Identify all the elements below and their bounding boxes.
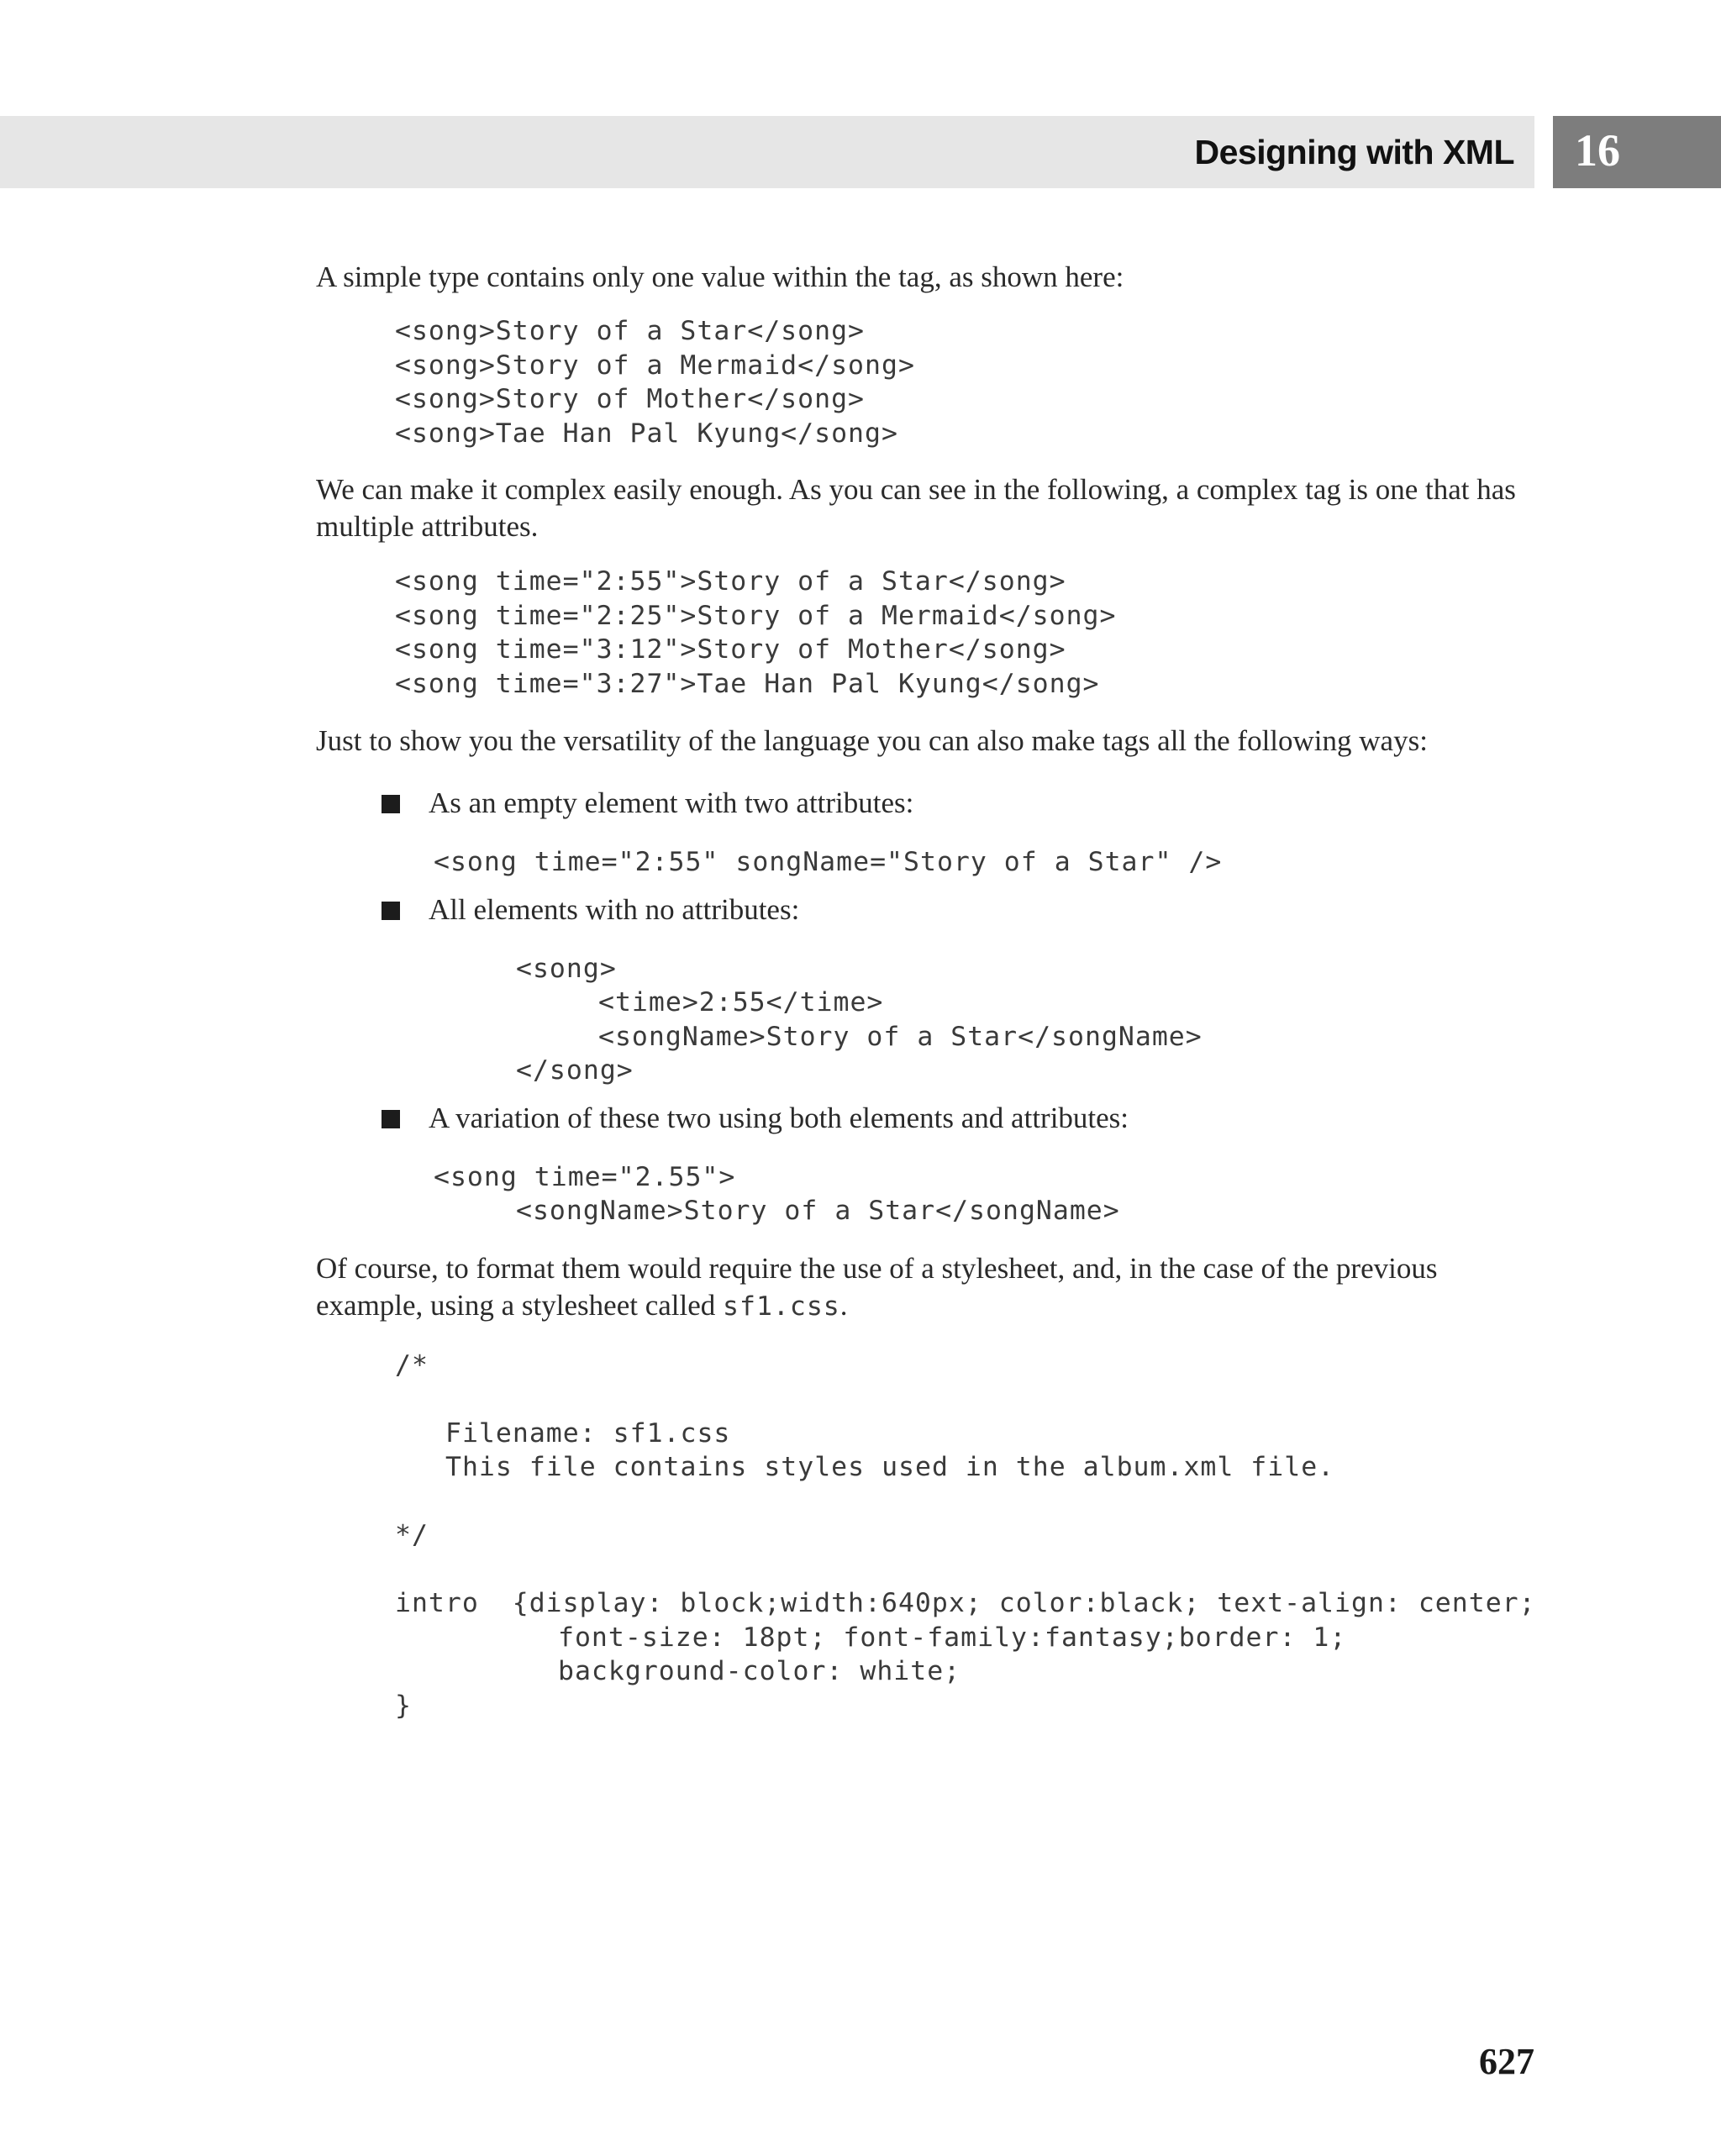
code-line: <song>Story of a Star</song>	[395, 316, 866, 346]
code-line: font-size: 18pt; font-family:fantasy;border: 1;	[558, 1622, 1347, 1653]
code-line: <song>	[516, 953, 617, 984]
code-line: <song>Story of a Mermaid</song>	[395, 350, 915, 381]
code-block-css	[395, 1349, 1534, 1723]
code-block-complex	[395, 565, 1534, 701]
bullet-item	[382, 1100, 1534, 1137]
bullet-text: A variation of these two using both elements and attributes:	[429, 1101, 1129, 1134]
code-line: <songName>Story of a Star</songName>	[598, 1021, 1203, 1052]
bullet-item	[382, 891, 1534, 928]
paragraph-stylesheet	[316, 1250, 1534, 1325]
paragraph-versatility: Just to show you the versatility of the language you can also make tags all the following ways:	[316, 724, 1428, 757]
code-line: Filename: sf1.css	[445, 1417, 731, 1449]
bullet-code-block	[434, 845, 1534, 880]
bullet-square-icon	[382, 902, 400, 920]
code-line: }	[395, 1690, 412, 1721]
inline-code-filename: sf1.css	[723, 1291, 840, 1322]
code-line: */	[395, 1520, 429, 1550]
code-line: <song>Tae Han Pal Kyung</song>	[395, 418, 898, 449]
code-line: <time>2:55</time>	[598, 987, 884, 1018]
bullet-item	[382, 785, 1534, 822]
code-blank-line	[395, 1553, 1534, 1587]
code-line: intro {display: block;width:640px; color:black; text-align: center;	[395, 1588, 1536, 1618]
bullet-square-icon	[382, 795, 400, 813]
code-line: <song time="2.55">	[434, 1161, 736, 1192]
code-line: <song time="3:12">Story of Mother</song>	[395, 634, 1066, 665]
bullet-text: As an empty element with two attributes:	[429, 786, 914, 819]
paragraph-text: Of course, to format them would require the use of a stylesheet, and, in the case of the previous example, using a stylesheet called	[316, 1251, 1438, 1322]
paragraph-complex-type: We can make it complex easily enough. As you can see in the following, a complex tag is one that has multiple attributes.	[316, 473, 1516, 543]
code-line: <song time="2:25">Story of a Mermaid</song>	[395, 600, 1117, 631]
code-blank-line	[395, 1485, 1534, 1519]
bullet-text: All elements with no attributes:	[429, 892, 800, 926]
bullet-code-block	[434, 1160, 1534, 1228]
code-line: <songName>Story of a Star</songName>	[516, 1196, 1120, 1226]
code-blank-line	[395, 1382, 1534, 1417]
code-line: /*	[395, 1349, 429, 1380]
page-number: 627	[1479, 2041, 1534, 2082]
bullet-square-icon	[382, 1110, 400, 1128]
code-line: <song time="3:27">Tae Han Pal Kyung</song>	[395, 668, 1100, 699]
chapter-title: Designing with XML	[1194, 133, 1514, 171]
chapter-number: 16	[1575, 125, 1620, 176]
paragraph-simple-type: A simple type contains only one value within the tag, as shown here:	[316, 260, 1124, 293]
bullet-code-block	[516, 952, 1534, 1088]
page-body	[316, 259, 1534, 1722]
paragraph-text: .	[839, 1288, 848, 1322]
code-line: <song>Story of Mother</song>	[395, 384, 866, 414]
code-line: </song>	[516, 1055, 634, 1086]
bullet-list	[316, 785, 1534, 1228]
code-line: background-color: white;	[558, 1656, 961, 1686]
code-line: This file contains styles used in the album.xml file.	[445, 1452, 1335, 1482]
code-line: <song time="2:55" songName="Story of a Star" />	[434, 847, 1223, 877]
code-block-simple	[395, 314, 1534, 450]
code-line: <song time="2:55">Story of a Star</song>	[395, 566, 1066, 597]
